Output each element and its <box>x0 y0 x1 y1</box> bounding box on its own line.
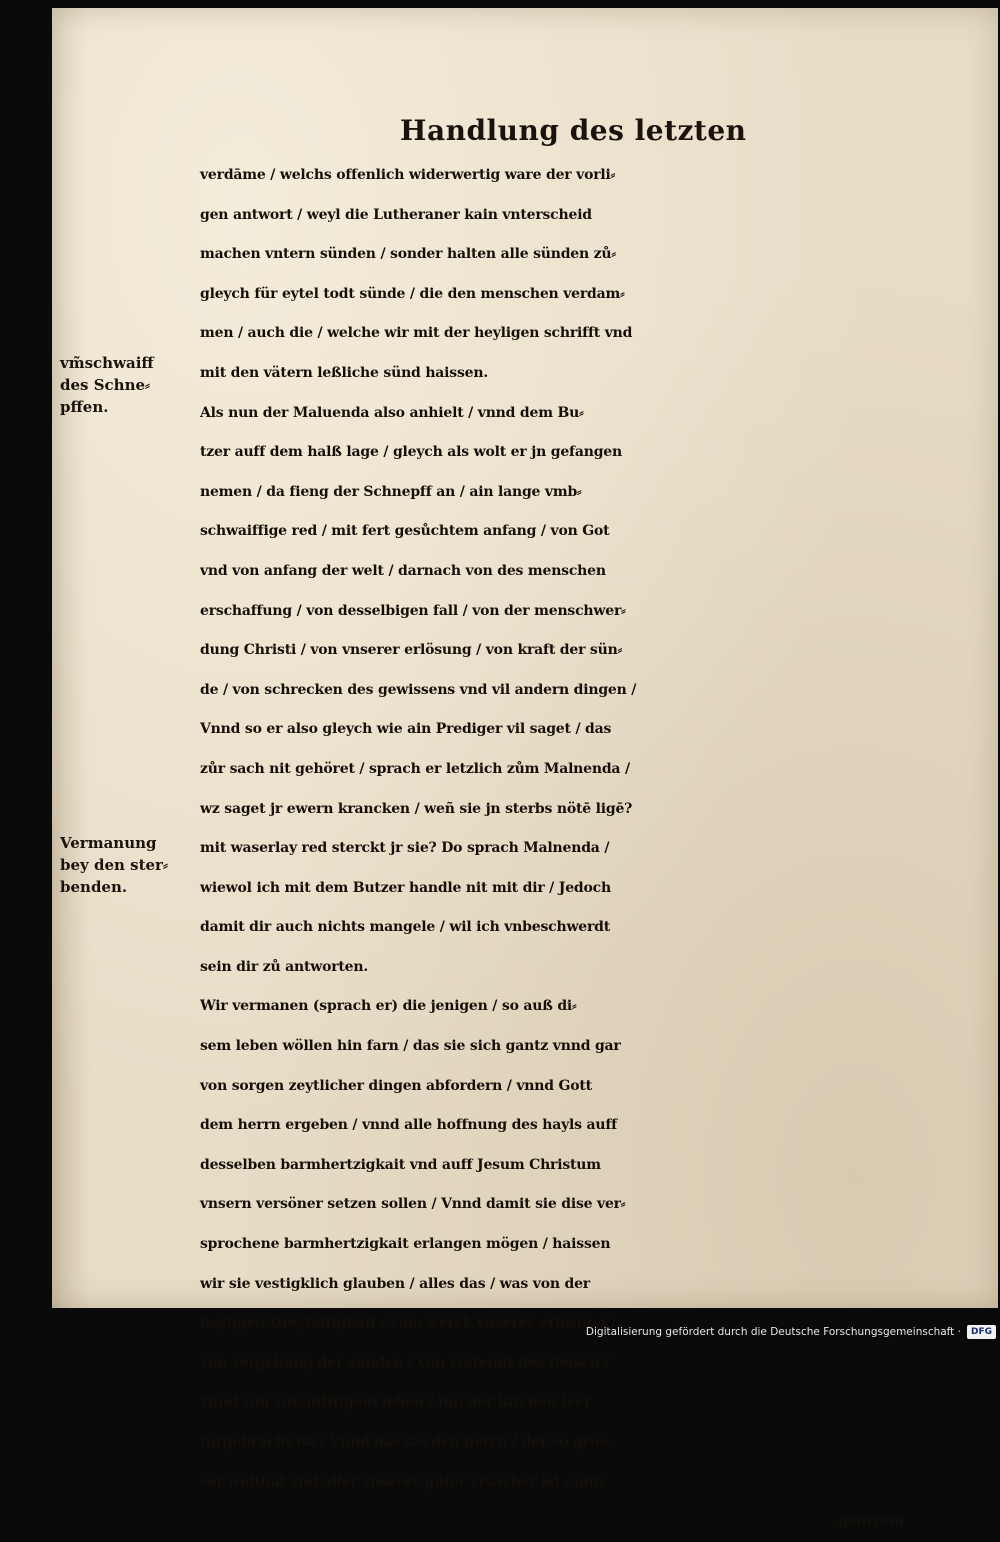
text-line: damit dir auch nichts mangele / wil ich vnbeschwerdt <box>200 919 611 936</box>
text-line: sprochene barmhertzigkait erlangen mögen / haissen <box>200 1236 611 1253</box>
running-head: Handlung des letzten <box>400 114 747 147</box>
text-line: fürgebracht ist / Vnnd das sie den herrn / der so gros⸗ <box>200 1434 612 1450</box>
text-line: vnsern versöner setzen sollen / Vnnd damit sie dise ver⸗ <box>200 1196 626 1213</box>
text-line: verdāme / welchs offenlich widerwertig ware der vorli⸗ <box>200 167 616 183</box>
text-line: wiewol ich mit dem Butzer handle nit mit dir / Jedoch <box>200 879 611 896</box>
text-line: wir sie vestigklich glauben / alles das / was von der <box>200 1275 590 1292</box>
text-line: gen antwort / weyl die Lutheraner kain vnterscheid <box>200 206 592 223</box>
text-line: von vergebung der sünden / von vrstendt des fleisch / <box>200 1354 609 1371</box>
text-line: schwaiffige red / mit fert gesůchtem anfang / von Got <box>200 523 610 540</box>
text-line: gleych für eytel todt sünde / die den menschen verdam⸗ <box>200 285 625 302</box>
text-line: wz saget jr ewern krancken / weñ sie jn sterbs nötē ligē? <box>200 800 633 817</box>
text-line: von sorgen zeytlicher dingen abfordern / vnnd Gott <box>200 1077 592 1094</box>
text-line: desselben barmhertzigkait vnd auff Jesum Christum <box>200 1156 601 1173</box>
text-line: dem herrn ergeben / vnnd alle hoffnung des hayls auff <box>200 1117 618 1134</box>
text-line: Vnnd so er also gleych wie ain Prediger vil saget / das <box>200 721 612 738</box>
catchword: gantzem <box>838 1513 904 1530</box>
marginal-note-schnepff <box>60 352 200 418</box>
marginal-note-line: bey den ster⸗ <box>60 856 168 874</box>
text-line: dung Christi / von vnserer erlösung / von kraft der sün⸗ <box>200 642 623 659</box>
text-line: heyligen Dreyfaltigkait / vom werck vnserer erlösung / <box>200 1315 616 1332</box>
text-line: mit den vätern leßliche sünd haissen. <box>200 364 489 381</box>
marginal-note-line: benden. <box>60 878 128 896</box>
marginal-note-vermanung <box>60 832 200 898</box>
text-line: ser wolthat vnd aller vnserer güter vrsacher ist / auß <box>200 1473 604 1490</box>
text-line: vnd von anfang der welt / darnach von des menschen <box>200 562 606 579</box>
text-line: sem leben wöllen hin farn / das sie sich gantz vnnd gar <box>200 1038 621 1055</box>
text-line: tzer auff dem halß lage / gleych als wolt er jn gefangen <box>200 444 622 461</box>
marginal-note-line: vm̃schwaiff <box>60 354 154 372</box>
text-line: machen vntern sünden / sonder halten alle sünden zů⸗ <box>200 246 616 263</box>
funding-footer <box>0 1322 996 1341</box>
text-line: de / von schrecken des gewissens vnd vil andern dingen / <box>200 681 637 698</box>
text-line: vnnd von zůkunfftigem leben / inn der kirchen leer <box>200 1394 592 1411</box>
marginal-note-line: Vermanung <box>60 834 157 852</box>
text-line: men / auch die / welche wir mit der heyligen schrifft vnd <box>200 325 633 342</box>
text-line: nemen / da fieng der Schnepff an / ain lange vmb⸗ <box>200 483 582 500</box>
text-line: erschaffung / von desselbigen fall / von der menschwer⸗ <box>200 602 626 619</box>
marginal-note-line: pffen. <box>60 398 109 416</box>
text-line: mit waserlay red sterckt jr sie? Do sprach Malnenda / <box>200 840 610 857</box>
text-line: Als nun der Maluenda also anhielt / vnnd dem Bu⸗ <box>200 404 584 421</box>
text-line: sein dir zů antworten. <box>200 958 369 975</box>
text-line: zůr sach nit gehöret / sprach er letzlich zům Malnenda / <box>200 760 630 777</box>
marginal-note-line: des Schne⸗ <box>60 376 151 394</box>
dfg-logo: DFG <box>967 1325 996 1339</box>
funding-text: Digitalisierung gefördert durch die Deutsche Forschungsgemeinschaft · <box>585 1325 961 1338</box>
text-line: Wir vermanen (sprach er) die jenigen / so auß di⸗ <box>200 998 577 1015</box>
